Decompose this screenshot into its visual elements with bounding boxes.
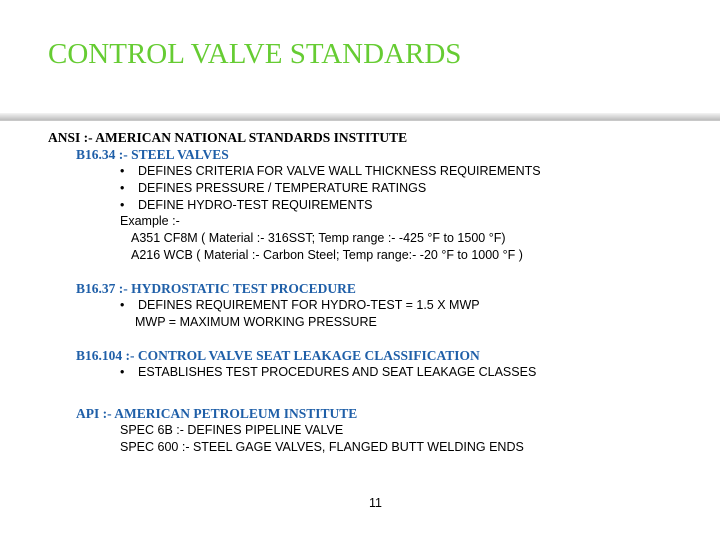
b16104-bullet bbox=[120, 365, 536, 379]
bullet-text: DEFINE HYDRO-TEST REQUIREMENTS bbox=[138, 198, 373, 212]
b1637-note: MWP = MAXIMUM WORKING PRESSURE bbox=[135, 315, 377, 329]
bullet-icon: • bbox=[120, 164, 125, 178]
api-spec-6b: SPEC 6B :- DEFINES PIPELINE VALVE bbox=[120, 423, 344, 437]
slide-title: CONTROL VALVE STANDARDS bbox=[48, 38, 462, 70]
b1634-bullet-2 bbox=[120, 181, 426, 195]
bullet-icon: • bbox=[120, 198, 125, 212]
bullet-text: DEFINES CRITERIA FOR VALVE WALL THICKNESS REQUIREMENTS bbox=[138, 164, 541, 178]
title-divider-line bbox=[0, 120, 720, 121]
example-line-1: A351 CF8M ( Material :- 316SST; Temp range :- -425 °F to 1500 °F) bbox=[131, 231, 506, 245]
title-divider bbox=[0, 113, 720, 120]
ansi-heading: ANSI :- AMERICAN NATIONAL STANDARDS INSTITUTE bbox=[48, 130, 408, 145]
api-heading: API :- AMERICAN PETROLEUM INSTITUTE bbox=[76, 406, 358, 421]
bullet-icon: • bbox=[120, 298, 125, 312]
b1637-bullet bbox=[120, 298, 480, 312]
bullet-text: DEFINES REQUIREMENT FOR HYDRO-TEST = 1.5 X MWP bbox=[138, 298, 480, 312]
b16104-heading: B16.104 :- CONTROL VALVE SEAT LEAKAGE CLASSIFICATION bbox=[76, 348, 480, 363]
b1634-bullet-1 bbox=[120, 164, 541, 178]
example-label: Example :- bbox=[120, 214, 180, 228]
b1634-bullet-3 bbox=[120, 198, 373, 212]
api-spec-600: SPEC 600 :- STEEL GAGE VALVES, FLANGED BUTT WELDING ENDS bbox=[120, 440, 524, 454]
bullet-icon: • bbox=[120, 181, 125, 195]
b1637-heading: B16.37 :- HYDROSTATIC TEST PROCEDURE bbox=[76, 281, 356, 296]
page-number: 11 bbox=[369, 496, 382, 510]
bullet-icon: • bbox=[120, 365, 125, 379]
bullet-text: DEFINES PRESSURE / TEMPERATURE RATINGS bbox=[138, 181, 427, 195]
b1634-heading: B16.34 :- STEEL VALVES bbox=[76, 147, 229, 162]
example-line-2: A216 WCB ( Material :- Carbon Steel; Temp range:- -20 °F to 1000 °F ) bbox=[131, 248, 523, 262]
bullet-text: ESTABLISHES TEST PROCEDURES AND SEAT LEAKAGE CLASSES bbox=[138, 365, 537, 379]
